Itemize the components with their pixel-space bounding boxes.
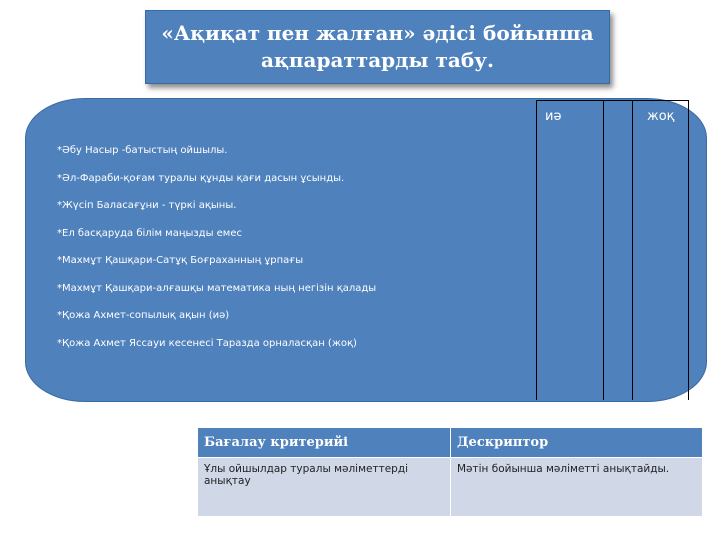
column-divider [603,100,604,400]
table-header-row [198,428,703,458]
statement: *Әл-Фараби-қоғам туралы құнды қағи дасын ұсынды. [57,172,345,184]
header-criteria: Бағалау критерийі [198,428,451,458]
statements-list [57,145,376,365]
statement: *Махмұт Қашқари-Сатұқ Боғраханның ұрпағы [57,255,304,266]
statement: *Жүсіп Баласағұни - түркі ақыны. [57,200,237,211]
statement: *Қожа Ахмет-сопылық ақын (иә) [57,310,230,321]
statement: *Ел басқаруда білім маңызды емес [57,227,242,239]
cell-descriptor: Мәтін бойынша мәліметті анықтайды. [451,458,703,517]
column-divider [688,100,689,400]
column-top-line [536,100,688,101]
no-column-header: жоқ [647,109,675,124]
statement: *Қожа Ахмет Яссауи кесенесі Таразда орналасқан (жоқ) [57,337,357,349]
yes-column-header: иә [545,109,562,124]
column-divider [632,100,633,400]
statement: *Әбу Насыр -батыстың ойшылы. [57,145,228,156]
assessment-table [198,428,703,516]
column-divider [536,100,537,400]
slide-title: «Ақиқат пен жалған» әдісі бойынша ақпараттарды табу. [145,10,610,84]
header-descriptor: Дескриптор [451,428,703,458]
table-row [198,458,703,517]
cell-criteria: Ұлы ойшылдар туралы мәліметтерді анықтау [198,458,451,517]
statement: *Махмұт Қашқари-алғашқы математика ның негізін қалады [57,282,377,294]
